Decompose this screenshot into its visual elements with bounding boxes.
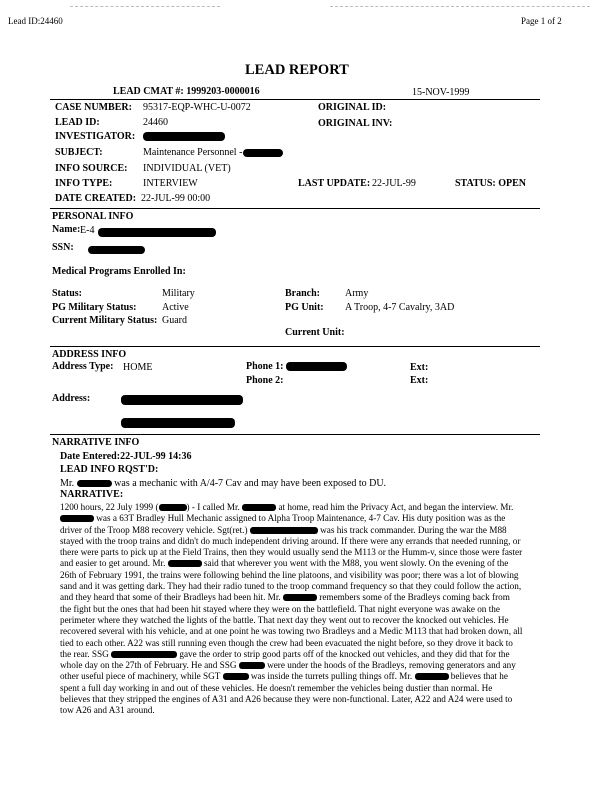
branch-label: Branch:: [285, 288, 320, 299]
divider: [50, 434, 540, 435]
personal-info-title: PERSONAL INFO: [52, 211, 134, 222]
date-created-label: DATE CREATED:: [55, 193, 137, 204]
current-military-status-label: Current Military Status:: [52, 315, 158, 326]
case-number-value: 95317-EQP-WHC-U-0072: [143, 102, 251, 113]
redaction-inline: [242, 504, 276, 511]
lead-id-value: 24460: [143, 117, 168, 128]
narrative-segment: said that wherever you went with the M88, you went slowly. On the evening of the 26th of February 1991, the trains were following behind the line platoons, and visibility was poor; there was a lot of blowing sand and it was getting dark. They had their radio tuned to the troop command frequency so that they could follow the action, and they heard that some of their Bradleys had been hit. Mr.: [60, 558, 522, 603]
redaction-lead-name: [77, 480, 112, 487]
branch-value: Army: [345, 288, 369, 299]
status-label: STATUS: OPEN: [455, 178, 527, 189]
redaction-ssn: [88, 246, 145, 254]
page-number: Page 1 of 2: [521, 16, 562, 26]
lead-info-mr: Mr.: [60, 478, 75, 489]
address-info-title: ADDRESS INFO: [52, 349, 127, 360]
redaction-investigator: [143, 132, 225, 141]
info-source-label: INFO SOURCE:: [55, 163, 128, 174]
narrative-segment: ) - I called Mr.: [186, 502, 240, 512]
date-created-value: 22-JUL-99 00:00: [141, 193, 211, 204]
last-update-value: 22-JUL-99: [372, 178, 416, 189]
redaction-name: [98, 228, 216, 237]
redaction-inline: [239, 662, 265, 669]
pg-military-status-value: Active: [162, 302, 189, 313]
narrative-segment: was his track commander. During the war the M88 stayed with the troop trains and didn't do much independent driving around. If there were any errands that needed running, or there were parts to pick up at the Field Trains, then they would usually send the M113 or the Humm-v, since those were faster and easier to get around. Mr.: [60, 524, 523, 569]
subject-value: Maintenance Personnel -: [143, 147, 243, 158]
lead-info-body: was a mechanic with A/4-7 Cav and may have been exposed to DU.: [114, 478, 387, 489]
subject-label: SUBJECT:: [55, 147, 103, 158]
investigator-label: INVESTIGATOR:: [55, 131, 136, 142]
current-unit-label: Current Unit:: [285, 327, 345, 338]
pg-unit-label: PG Unit:: [285, 302, 324, 313]
ext1-label: Ext:: [410, 362, 429, 373]
original-inv-label: ORIGINAL INV:: [318, 118, 393, 129]
name-label: Name:: [52, 224, 81, 235]
redaction-inline: [168, 560, 202, 567]
narrative-segment: was a 63T Bradley Hull Mechanic assigned to Alpha Troop Maintenance, 4-7 Cav. His duty position was as the driver of the Troop M88 recovery vehicle. Sgt(ret.): [60, 513, 506, 535]
case-number-label: CASE NUMBER:: [55, 102, 132, 113]
pg-unit-value: A Troop, 4-7 Cavalry, 3AD: [345, 302, 455, 313]
redaction-phone1: [286, 362, 347, 371]
narrative-segment: 1200 hours, 22 July 1999 (: [60, 502, 159, 512]
date-entered: Date Entered:22-JUL-99 14:36: [60, 451, 192, 462]
narrative-segment: were under the hoods of the Bradleys, removing generators and any other useful piece of machinery, while SGT: [60, 660, 516, 682]
divider: [50, 208, 540, 209]
info-type-value: INTERVIEW: [143, 178, 198, 189]
scan-border: [70, 6, 220, 7]
phone1-label: Phone 1:: [246, 361, 284, 372]
original-id-label: ORIGINAL ID:: [318, 102, 387, 113]
pg-military-status-label: PG Military Status:: [52, 302, 137, 313]
redaction-inline: [283, 594, 317, 601]
header-lead-id: Lead ID:24460: [8, 16, 63, 26]
current-military-status-value: Guard: [162, 315, 187, 326]
redaction-inline: [60, 515, 94, 522]
status-field-label: Status:: [52, 288, 83, 299]
divider: [50, 346, 540, 347]
lead-id-label: LEAD ID:: [55, 117, 100, 128]
narrative-body: [60, 502, 523, 717]
redaction-address-line1: [121, 395, 243, 405]
redaction-address-line2: [121, 418, 235, 428]
ssn-label: SSN:: [52, 242, 74, 253]
redaction-inline: [159, 504, 187, 511]
last-update-label: LAST UPDATE:: [298, 178, 371, 189]
address-type-value: HOME: [123, 362, 153, 373]
narrative-segment: at home, read him the Privacy Act, and began the interview. Mr.: [278, 502, 514, 512]
narrative-segment: gave the order to strip good parts off of the knocked out vehicles, and they did that for the whole day on the 27th of February. He and SSG: [60, 648, 510, 671]
page-title: LEAD REPORT: [245, 62, 349, 78]
info-type-label: INFO TYPE:: [55, 178, 113, 189]
cmat-number: LEAD CMAT #: 1999203-0000016: [113, 86, 260, 97]
redaction-inline: [223, 673, 249, 680]
narrative-segment: was inside the turrets pulling things off. Mr.: [250, 671, 413, 682]
status-field-value: Military: [162, 288, 195, 299]
lead-info-requested-label: LEAD INFO RQST'D:: [60, 464, 159, 475]
address-label: Address:: [52, 393, 91, 404]
redaction-subject: [243, 149, 283, 157]
ext2-label: Ext:: [410, 375, 429, 386]
narrative-info-title: NARRATIVE INFO: [52, 437, 140, 448]
phone2-label: Phone 2:: [246, 375, 284, 386]
redaction-inline: [250, 527, 318, 534]
lead-info-text: [60, 478, 386, 489]
medical-programs-label: Medical Programs Enrolled In:: [52, 266, 186, 277]
divider: [50, 99, 540, 100]
narrative-segment: believes that he spent a full day working in and out of these vehicles. He doesn't remember the vehicles being dustier than normal. He believes that they stripped the engines of A31 and A26 because they were non-functional. Later, A22 and A24 were used to tow A26 and A31 around.: [60, 671, 513, 716]
redaction-inline: [415, 673, 449, 680]
redaction-inline: [111, 651, 177, 658]
name-prefix: E-4: [80, 225, 95, 236]
info-source-value: INDIVIDUAL (VET): [143, 163, 231, 174]
narrative-segment: remembers some of the Bradleys coming back from the fight but the ones that had been hit stayed where they were on the battlefield. That night everyone was awake on the perimeter where they watched the lights of the battle. That next day they went out to recover the knocked out vehicles. He recovered several with his vehicle, and at one point he was towing two Bradleys and a Medic M113 that had broken down, all tied to each other. A22 was still running even though the crew had been evacuated the night before, so they drove it back to the rear. SSG: [60, 592, 523, 659]
scan-border: [330, 6, 590, 7]
report-date: 15-NOV-1999: [412, 87, 470, 98]
narrative-label: NARRATIVE:: [60, 489, 124, 500]
address-type-label: Address Type:: [52, 361, 114, 372]
